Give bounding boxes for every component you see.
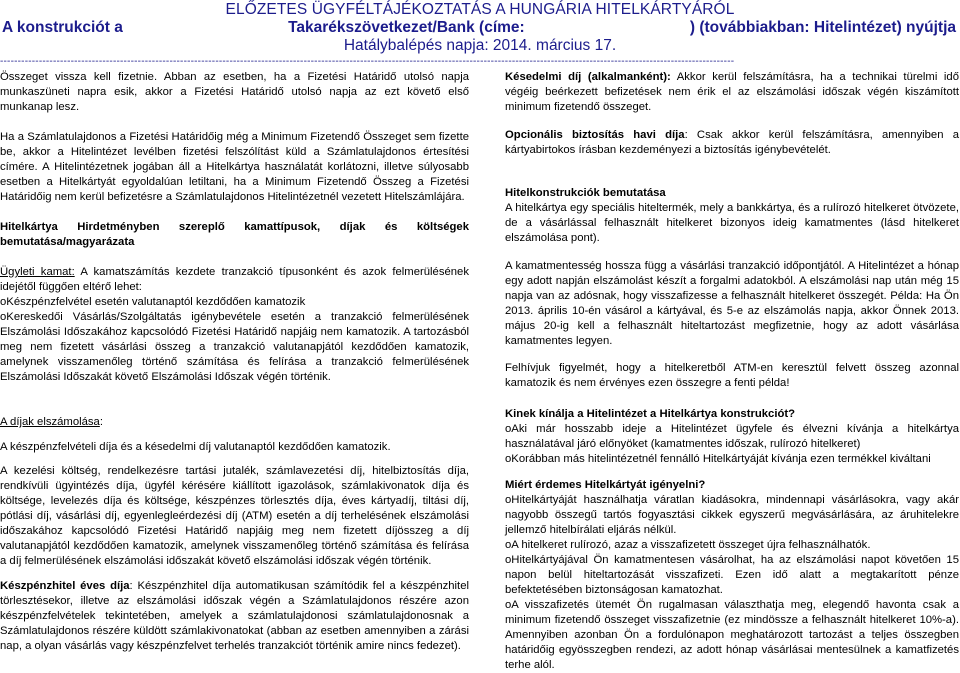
- section-heading-target-customers: Kinek kínálja a Hitelintézet a Hitelkártya konstrukciót?: [505, 408, 796, 420]
- section-heading-benefits: Miért érdemes Hitelkártyát igényelni?: [505, 479, 706, 491]
- section-heading-constructions: Hitelkonstrukciók bemutatása: [505, 187, 666, 199]
- paragraph-fee-settlement-title: A díjak elszámolása:: [0, 416, 103, 428]
- provider-line-right: ) (továbbiakban: Hitelintézet) nyújtja: [689, 19, 956, 36]
- insurance-fee-text: : Csak akkor kerül felszámításra, amennyiben a kártyabirtokos írásban kezdeményezi a biztosítás igénybevételét.: [505, 129, 959, 156]
- bullet-benefit-flexible-repayment: oA visszafizetés ütemét Ön rugalmasan választhatja meg, elegendő havonta csak a minimum fizetendő összeget visszafizetnie (ez mindössze a felhasznált hitelkeret 10%-a). Amennyiben azonban Ön a fordulónapon meghatározott tartozást a teljes összegben határidőig egyösszegben rendezi, az adott hónap vásárlásai mentesülnek a kamatfizetés terhe alól.: [505, 599, 959, 671]
- bullet-cash-withdrawal: oKészpénzfelvétel esetén valutanaptól kezdődően kamatozik: [0, 296, 306, 308]
- bullet-existing-customer: oAki már hosszabb ideje a Hitelintézet ügyfele és élvezni kívánja a hitelkártya használatával járó előnyöket (kamatmentes időszak, rulírozó hitelkeret): [505, 423, 959, 450]
- paragraph-cash-fee-interest: A készpénzfelvételi díja és a késedelmi díj valutanaptól kezdődően kamatozik.: [0, 441, 391, 453]
- interest-label: Ügyleti kamat:: [0, 266, 75, 278]
- left-column: [0, 70, 469, 654]
- paragraph-interest: [0, 265, 469, 295]
- paragraph-atm-warning: Felhívjuk figyelmét, hogy a hitelkeretből ATM-en keresztül felvett összeg azonnal kamatozik és nem érvényes ezen összegre a fenti példa!: [505, 362, 959, 389]
- document-title: ELŐZETES ÜGYFÉLTÁJÉKOZTATÁS A HUNGÁRIA HITELKÁRTYÁRÓL: [225, 1, 735, 18]
- bullet-benefit-purchases: oHitelkártyáját használhatja váratlan kiadásokra, mindennapi vásárlásokra, vagy akár nagyobb összegű tartós fogyasztási cikkek egyszerű megvásárlására, az áruhitelekre jellemző hitelbírálati eljárás nélkül.: [505, 494, 959, 536]
- bullet-benefit-interest-free: oHitelkártyájával Ön kamatmentesen vásárolhat, ha az elszámolási napot követően 15 napon belül hiteltartozását visszafizeti. Ezen idő alatt a megtakarított pénze befektetésében biztonságosan kamatozhat.: [505, 554, 959, 596]
- provider-line-left: A konstrukciót a: [2, 19, 123, 36]
- header-separator: ----------------------------------------------------------------------------------------------------------------------------------------------------------------------------------------------------------------: [0, 57, 735, 67]
- effective-date: Hatálybalépés napja: 2014. március 17.: [343, 37, 617, 54]
- cash-credit-fee-label: Készpénzhitel éves díja: [0, 580, 130, 592]
- paragraph-credit-card-description: A hitelkártya egy speciális hiteltermék, mely a bankkártya, és a rulírozó hitelkeret ötvözete, de a vásárlással felhasznált hitelkeret bizonyos ideig kamatmentes (lásd hitelkeret elszámolása pont).: [505, 202, 959, 244]
- bullet-merchant-purchase: oKereskedői Vásárlás/Szolgáltatás igénybevétele esetén a tranzakció felmerülésének Elszámolási Időszakához kapcsolódó Fizetési Határidő napjáig nem kamatozik. A tartozásból meg nem fizetett vásárlási összeg a tranzakció valutanapjától kezdődően kamatozik, amelynek visszamenőleg történő számítása és felírása a tranzakció felmerülésének Elszámolási Időszakát követő Elszámolási Időszak végén történik.: [0, 311, 469, 383]
- late-fee-label: Késedelmi díj (alkalmanként):: [505, 71, 671, 83]
- paragraph-cash-credit-fee: [0, 579, 469, 654]
- right-column: [505, 70, 959, 673]
- provider-line-mid: Takarékszövetkezet/Bank (címe:: [288, 19, 525, 36]
- provider-line: [0, 19, 960, 37]
- paragraph-payment-reminder: Ha a Számlatulajdonos a Fizetési Határidőig még a Minimum Fizetendő Összeget sem fizette be, akkor a Hitelintézet levélben fizetési felszólítást küld a Számlatulajdonos értesítési címére. A Hitelintézetnek jogában áll a Hitelkártya használatát korlátozni, illetve súlyosabb esetben a Hitelkártyát egyoldalúan letiltani, ha a Minimum Fizetendő Összeg a Fizetési Határidőig nem kerül befizetésre a Számlatulajdonos Hitelintézetnél vezetett Hitelszámlájára.: [0, 131, 469, 203]
- paragraph-insurance-fee: [505, 128, 959, 158]
- paragraph-interest-free-period: A kamatmentesség hossza függ a vásárlási tranzakció időpontjától. A Hitelintézet a hónap egy adott napján elszámolást készít a forgalmi adatokból. A elszámolási nap után még 15 napja van az adósnak, hogy visszafizesse a felhasznált hitelkeret összegét. Példa: Ha Ön 2013. április 10-én vásárol a kártyával, és 5-e az elszámolás napja, akkor Önnek 2013. május 20-ig kell a felhasznált hiteltartozást megfizetnie, hogy az adott vásárlása kamatmentes legyen.: [505, 260, 959, 347]
- cash-credit-fee-text: : Készpénzhitel díja automatikusan számítódik fel a készpénzhitel törlesztésekor, illetve az elszámolási időszak végén a Számlatulajdonos részére azon készpénzfelvételek tekintetében, amelyek a számlatulajdonosi számlatulajdonosnak a Számlatulajdonos részére küldött számlakivonatokat (abban az esetben amennyiben a zárási nap, a olyan vásárlás vagy készpénzfelvet terhelés tranzakciót történik amire nincs fedezet).: [0, 580, 469, 652]
- bullet-replace-card: oKorábban más hitelintézetnél fennálló Hitelkártyáját kívánja ezen termékkel kiváltani: [505, 453, 931, 465]
- paragraph-fee-list: A kezelési költség, rendelkezésre tartási jutalék, számlavezetési díj, hitelbiztosítás díja, rendkívüli ügyintézés díja, ügyfél kérésére kiállított igazolások, számlakivonatok díja és költsége, levelezés díja és költsége, készpénzes törlesztés díja, éves kártyadíj, tiltási díj, pótlási díj, vásárlási díj, egyenlegleérdezési díj (ATM) esetén a díj terhelésének elszámolási időszakához kapcsolódó Fizetési Határidő napjáig meg nem fizetett díjösszeg a díj valutanapjától kezdődően kamatozik, amelynek visszamenőleg történő számítása és felírása a díj felmerülésének elszámolási időszakát követő elszámolási időszak végén történik.: [0, 465, 469, 567]
- document-header: [0, 0, 960, 55]
- bullet-benefit-revolving: oA hitelkeret rulírozó, azaz a visszafizetett összeget újra felhasználhatók.: [505, 539, 871, 551]
- insurance-fee-label: Opcionális biztosítás havi díja: [505, 129, 685, 141]
- section-heading-fees: Hitelkártya Hirdetményben szereplő kamattípusok, díjak és költségek bemutatása/magyarázata: [0, 221, 469, 248]
- interest-text: A kamatszámítás kezdete tranzakció típusonként és azok felmerülésének idejétől függően eltérő lehet:: [0, 266, 469, 293]
- fee-settlement-label: A díjak elszámolása: [0, 416, 100, 428]
- late-fee-text: Akkor kerül felszámításra, ha a technikai türelmi idő végéig beérkezett befizetések nem érik el az elszámolási időszak végén kiszámított minimum fizetendő összeget.: [505, 71, 959, 113]
- paragraph-late-fee: [505, 70, 959, 115]
- paragraph-repayment-deadline: Összeget vissza kell fizetnie. Abban az esetben, ha a Fizetési Határidő utolsó napja munkaszüneti napra esik, akkor a Fizetési Határidő utolsó napja az ezt követő első munkanap lesz.: [0, 71, 469, 113]
